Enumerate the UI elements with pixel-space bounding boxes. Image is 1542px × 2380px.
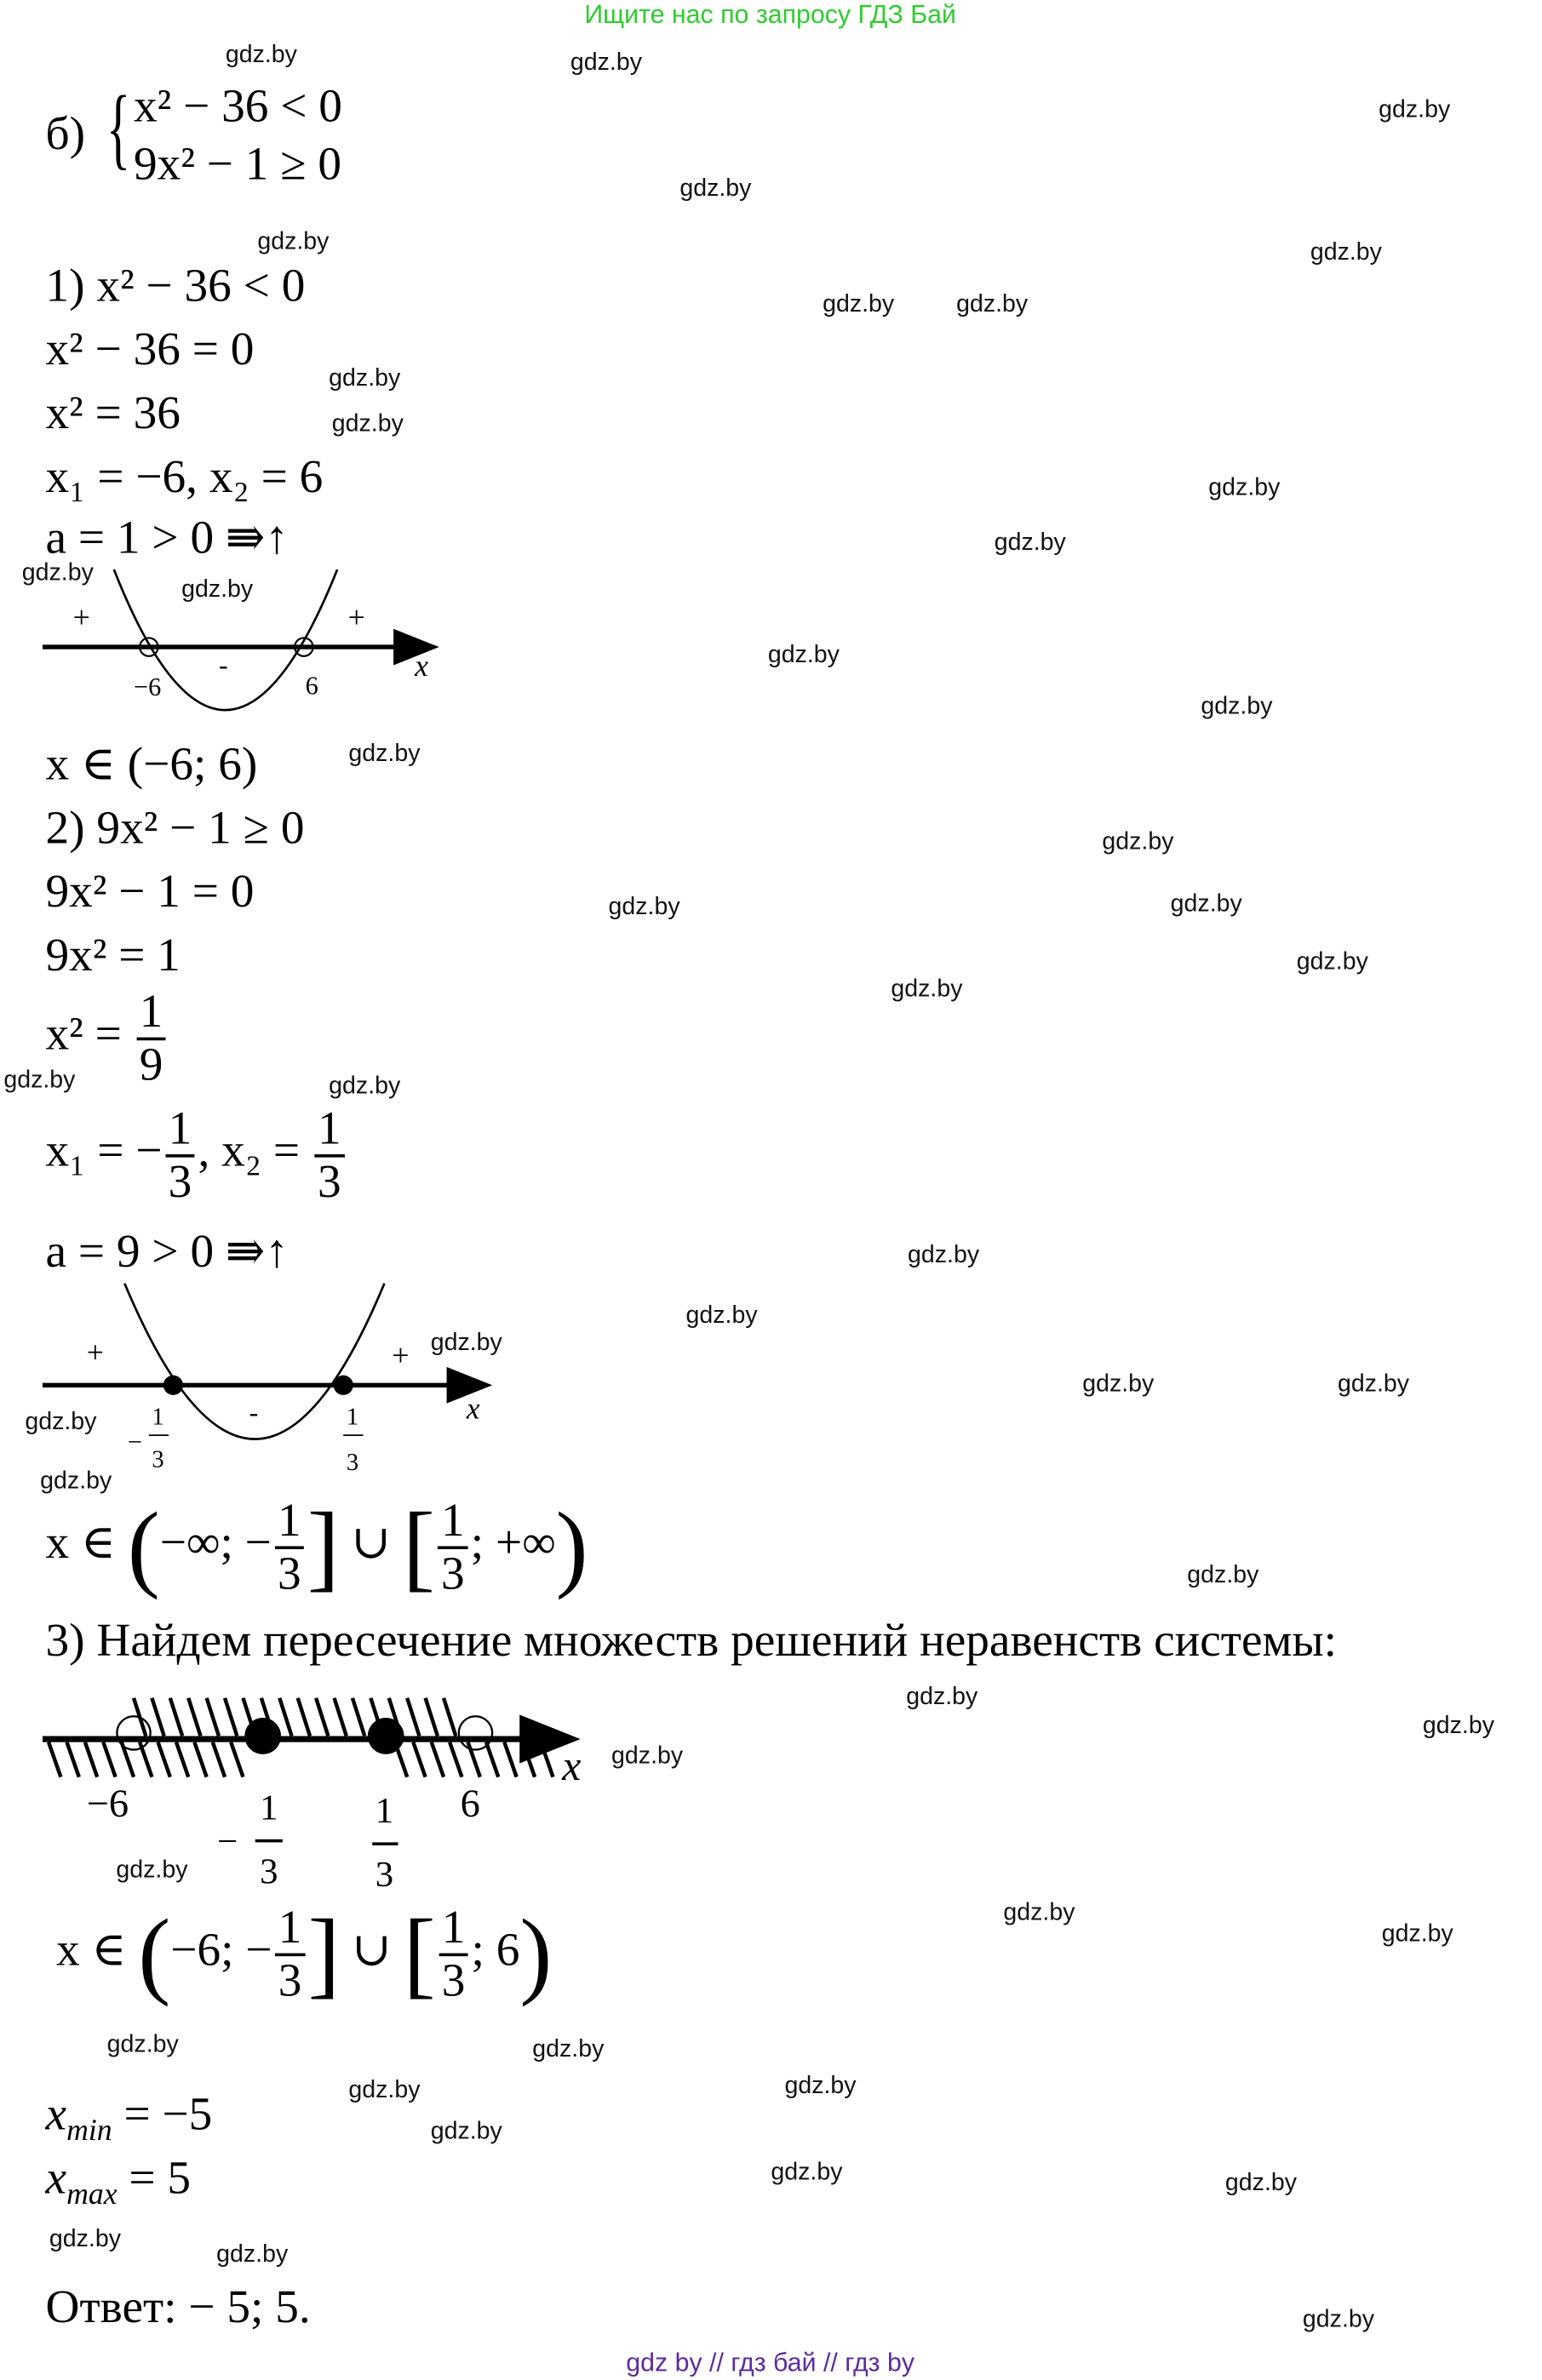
filled-point: [244, 1718, 281, 1754]
hatch-mark: [432, 1742, 444, 1777]
watermark: gdz.by: [216, 2241, 289, 2268]
open-point: [459, 1716, 492, 1749]
hatch-mark: [407, 1698, 419, 1736]
minus-sign: −: [127, 1427, 142, 1457]
hatch-mark: [103, 1742, 115, 1777]
watermark: gdz.by: [331, 411, 404, 438]
tick-label: 6: [460, 1782, 480, 1827]
watermark: gdz.by: [1337, 1371, 1410, 1398]
watermark: gdz.by: [430, 1330, 502, 1357]
watermark: gdz.by: [25, 1409, 97, 1436]
watermark: gdz.by: [608, 894, 680, 921]
task-label: б): [45, 106, 86, 160]
watermark: gdz.by: [767, 642, 840, 669]
watermark: gdz.by: [348, 2077, 421, 2104]
denominator: 3: [346, 1450, 359, 1477]
step1-answer: x ∈ (−6; 6): [45, 736, 258, 790]
watermark: gdz.by: [906, 1684, 978, 1711]
hatch-mark: [188, 1698, 200, 1736]
fraction: $\frac{1}{9}$: [136, 987, 166, 1090]
numerator: 1: [375, 1791, 394, 1832]
hatch-mark: [231, 1742, 243, 1777]
watermark: gdz.by: [1379, 97, 1451, 123]
watermark: gdz.by: [1310, 239, 1382, 266]
system-ineq-2: 9x² − 1 ≥ 0: [134, 136, 342, 191]
x-max: $x_{max} = 5$: [45, 2150, 192, 2211]
watermark: gdz.by: [1381, 1921, 1453, 1948]
hatch-mark: [298, 1698, 310, 1736]
hatch-mark: [152, 1698, 163, 1736]
hatch-mark: [444, 1698, 456, 1736]
hatch-mark: [541, 1742, 553, 1777]
hatch-mark: [170, 1698, 182, 1736]
plus-sign: +: [86, 1335, 104, 1370]
hatch-mark: [523, 1742, 535, 1777]
step2-equation: 9x² − 1 = 0: [45, 864, 255, 918]
hatch-mark: [176, 1742, 188, 1777]
footer-links[interactable]: gdz by // гдз бай // гдз by: [626, 2348, 915, 2377]
hatch-mark: [353, 1698, 364, 1736]
watermark: gdz.by: [40, 1468, 112, 1495]
root1-label: x₁ = −: [45, 1123, 163, 1177]
watermark: gdz.by: [49, 2226, 121, 2253]
hatch-mark: [207, 1698, 219, 1736]
watermark: gdz.by: [1003, 1900, 1075, 1926]
hatch-mark: [316, 1698, 328, 1736]
hatch-mark: [486, 1742, 498, 1777]
step2-answer: x ∈ (−∞; − $\frac{1}{3}$ ] ∪ [ $\frac{1}{3}$ ; +∞): [45, 1492, 588, 1600]
root2-label: , x₂ =: [198, 1123, 301, 1177]
root-label: −6: [134, 672, 162, 702]
watermark: gdz.by: [1208, 475, 1281, 501]
watermark: gdz.by: [1302, 2307, 1375, 2333]
watermark: gdz.by: [116, 1857, 188, 1884]
hatch-mark: [335, 1698, 347, 1736]
watermark: gdz.by: [3, 1067, 76, 1094]
step3-title: 3) Найдем пересечение множеств решений неравенств системы:: [45, 1612, 1338, 1667]
watermark: gdz.by: [771, 2160, 843, 2186]
graph-2: [43, 1284, 483, 1476]
hatch-mark: [194, 1742, 206, 1777]
axis-label: x: [415, 649, 428, 684]
hatch-mark: [158, 1742, 170, 1777]
watermark: gdz.by: [1422, 1713, 1494, 1740]
watermark: gdz.by: [181, 577, 254, 604]
hatch-mark: [504, 1742, 516, 1777]
watermark: gdz.by: [106, 2032, 179, 2058]
watermark: gdz.by: [611, 1743, 684, 1770]
fraction: $\frac{1}{3}$: [314, 1104, 344, 1206]
plus-sign: +: [72, 599, 90, 634]
hatch-mark: [413, 1742, 425, 1777]
step1-equation: x² − 36 = 0: [45, 322, 255, 375]
step3-answer: x ∈ (−6; − $\frac{1}{3}$ ] ∪ [ $\frac{1}{3}$ ; 6): [56, 1899, 553, 2008]
minus-sign: -: [218, 649, 228, 681]
filled-point: [368, 1718, 404, 1754]
watermark: gdz.by: [823, 291, 895, 318]
watermark: gdz.by: [1187, 1563, 1259, 1589]
watermark: gdz.by: [532, 2036, 605, 2063]
watermark: gdz.by: [784, 2073, 857, 2099]
step2-equation-2: 9x² = 1: [45, 928, 181, 981]
watermark: gdz.by: [225, 42, 297, 69]
watermark: gdz.by: [679, 175, 752, 203]
hatch-mark: [450, 1742, 461, 1777]
numerator: 1: [152, 1404, 164, 1431]
hatch-mark: [279, 1698, 291, 1736]
watermark: gdz.by: [570, 49, 642, 77]
plus-sign: +: [347, 599, 365, 634]
hatch-mark: [426, 1698, 438, 1736]
watermark: gdz.by: [1224, 2170, 1298, 2197]
system-ineq-1: x² − 36 < 0: [134, 78, 342, 133]
minus-sign: -: [249, 1397, 259, 1428]
watermark: gdz.by: [348, 741, 421, 768]
watermark: gdz.by: [1102, 829, 1174, 855]
watermark: gdz.by: [994, 529, 1066, 557]
x-min: $x_{min} = -5$: [45, 2086, 213, 2148]
step2-title: 2) 9x² − 1 ≥ 0: [45, 800, 305, 854]
root-label: 6: [305, 671, 318, 701]
hatch-mark: [213, 1742, 225, 1777]
watermark: gdz.by: [329, 366, 401, 392]
watermark: gdz.by: [891, 976, 963, 1003]
step1-equation-2: x² = 36: [45, 386, 181, 439]
watermark: gdz.by: [1082, 1371, 1155, 1398]
hatch-mark: [225, 1698, 237, 1736]
watermark: gdz.by: [329, 1073, 401, 1100]
watermark: gdz.by: [1201, 694, 1273, 720]
watermark: gdz.by: [257, 229, 330, 255]
step1-roots: x₁ = −6, x₂ = 6: [45, 449, 324, 503]
plus-sign: +: [392, 1338, 410, 1373]
system-brace: {: [106, 77, 131, 178]
search-hint-link[interactable]: Ищите нас по запросу ГДЗ Бай: [584, 0, 956, 29]
step1-title: 1) x² − 36 < 0: [45, 258, 306, 312]
minus-sign: −: [217, 1821, 238, 1862]
filled-point: [163, 1376, 183, 1395]
hatch-mark: [468, 1742, 480, 1777]
filled-point: [334, 1376, 353, 1395]
watermark: gdz.by: [907, 1242, 980, 1268]
axis-label: x: [466, 1391, 480, 1426]
step2-coefficient: a = 9 > 0 ⇛↑: [45, 1224, 289, 1278]
fraction: $\frac{1}{3}$: [165, 1104, 195, 1206]
eq3-left: x² =: [45, 1006, 122, 1060]
watermark: gdz.by: [21, 560, 94, 586]
hatch-mark: [85, 1742, 97, 1777]
hatch-mark: [67, 1742, 79, 1777]
watermark: gdz.by: [685, 1302, 758, 1330]
axis-label: x: [562, 1742, 582, 1790]
tick-label: −6: [86, 1782, 129, 1827]
final-answer: Ответ: − 5; 5.: [45, 2280, 311, 2333]
watermark: gdz.by: [430, 2119, 502, 2145]
denominator: 3: [152, 1446, 164, 1473]
denominator: 3: [375, 1855, 394, 1896]
denominator: 3: [260, 1851, 278, 1892]
numerator: 1: [260, 1788, 278, 1828]
watermark: gdz.by: [1296, 949, 1368, 975]
watermark: gdz.by: [1170, 891, 1242, 918]
numerator: 1: [346, 1404, 359, 1431]
step1-coefficient: a = 1 > 0 ⇛↑: [45, 510, 289, 564]
hatch-mark: [49, 1742, 60, 1777]
watermark: gdz.by: [956, 291, 1029, 318]
